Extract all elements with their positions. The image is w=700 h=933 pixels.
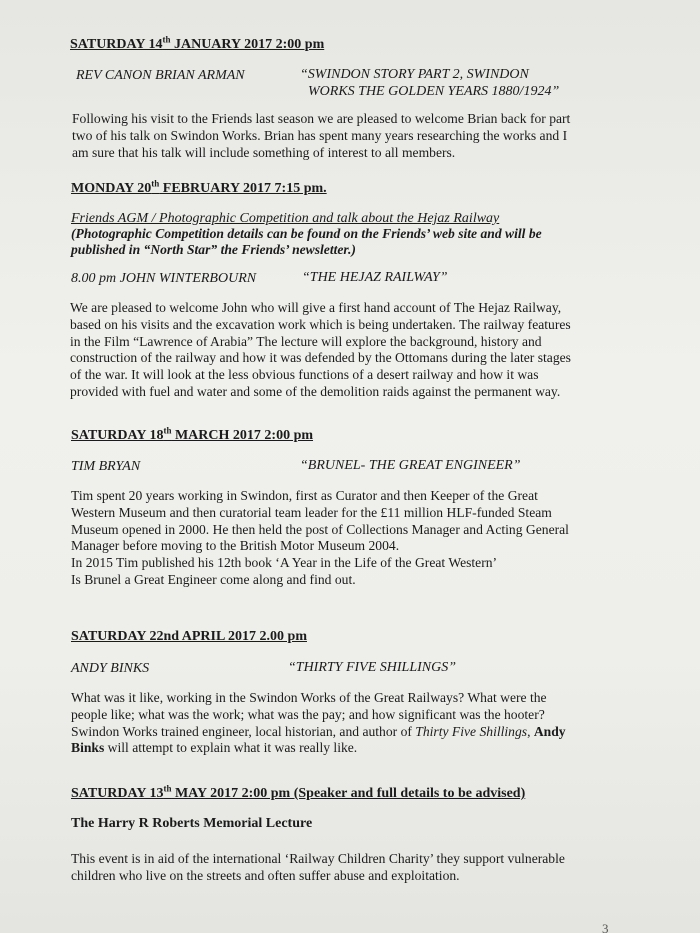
talk-title-line-1: “THE HEJAZ RAILWAY” [302, 270, 448, 285]
lecture-title: The Harry R Roberts Memorial Lecture [71, 816, 313, 831]
event-description: This event is in aid of the international ‘Railway Children Charity’ they support vulnerable children who live on the streets and often suffer abuse and exploitation. [71, 851, 565, 883]
event-heading-apr: SATURDAY 22nd APRIL 2017 2.00 pm [71, 629, 307, 644]
agm-note-line-1: (Photographic Competition details can be found on the Friends’ web site and will be [71, 226, 542, 241]
event-description: Tim spent 20 years working in Swindon, first as Curator and then Keeper of the Great Western Museum and then curatorial team leader for the £11 million HLF-funded Steam Museum opened in 2000. He then held the post of Collections Manager and Acting General Manager before moving to the British Motor Museum 2004. In 2015 Tim published his 12th book ‘A Year in the Life of the Great Western’ Is Brunel a Great Engineer come along and find out. [71, 488, 569, 587]
agm-note-line-2: published in “North Star” the Friends’ newsletter.) [71, 242, 356, 257]
speaker-name: ANDY BINKS [71, 661, 150, 676]
event-heading-mar: SATURDAY 18th MARCH 2017 2:00 pm [71, 425, 314, 443]
talk-title-line-2: WORKS THE GOLDEN YEARS 1880/1924” [308, 84, 560, 99]
talk-title-line-1: “BRUNEL- THE GREAT ENGINEER” [300, 458, 521, 473]
speaker-name: 8.00 pm JOHN WINTERBOURN [71, 271, 257, 286]
talk-title-line-1: “THIRTY FIVE SHILLINGS” [288, 660, 457, 675]
speaker-name: TIM BRYAN [71, 459, 141, 474]
event-description: Following his visit to the Friends last season we are pleased to welcome Brian back for part two of his talk on Swindon Works. Brian has spent many years researching the works and I am sure that his talk will include something of interest to all members. [72, 111, 571, 160]
event-heading-jan: SATURDAY 14th JANUARY 2017 2:00 pm [70, 34, 325, 52]
talk-title-line-1: “SWINDON STORY PART 2, SWINDON [300, 67, 529, 82]
event-description: What was it like, working in the Swindon Works of the Great Railways? What were the people like; what was the work; what was the pay; and how significant was the hooter? Swindon Works trained engineer, local historian, and author of Thirty Five Shillings, Andy Binks will attempt to explain what it was really like. [71, 690, 566, 756]
speaker-name: REV CANON BRIAN ARMAN [76, 68, 245, 83]
event-heading-may: SATURDAY 13th MAY 2017 2:00 pm (Speaker and full details to be advised) [71, 783, 526, 801]
event-heading-feb: MONDAY 20th FEBRUARY 2017 7:15 pm. [71, 178, 327, 196]
event-description: We are pleased to welcome John who will give a first hand account of The Hejaz Railway, based on his visits and the excavation work which is being undertaken. The railway features in the Film “Lawrence of Arabia” The lecture will explore the background, history and construction of the railway and how it was defended by the Ottomans during the later stages of the war. It will look at the less obvious functions of a desert railway and how it was provided with fuel and water and some of the demolition raids against the permanent way. [70, 300, 571, 399]
page-number: 3 [602, 921, 609, 933]
agm-title: Friends AGM / Photographic Competition and talk about the Hejaz Railway [71, 211, 500, 226]
